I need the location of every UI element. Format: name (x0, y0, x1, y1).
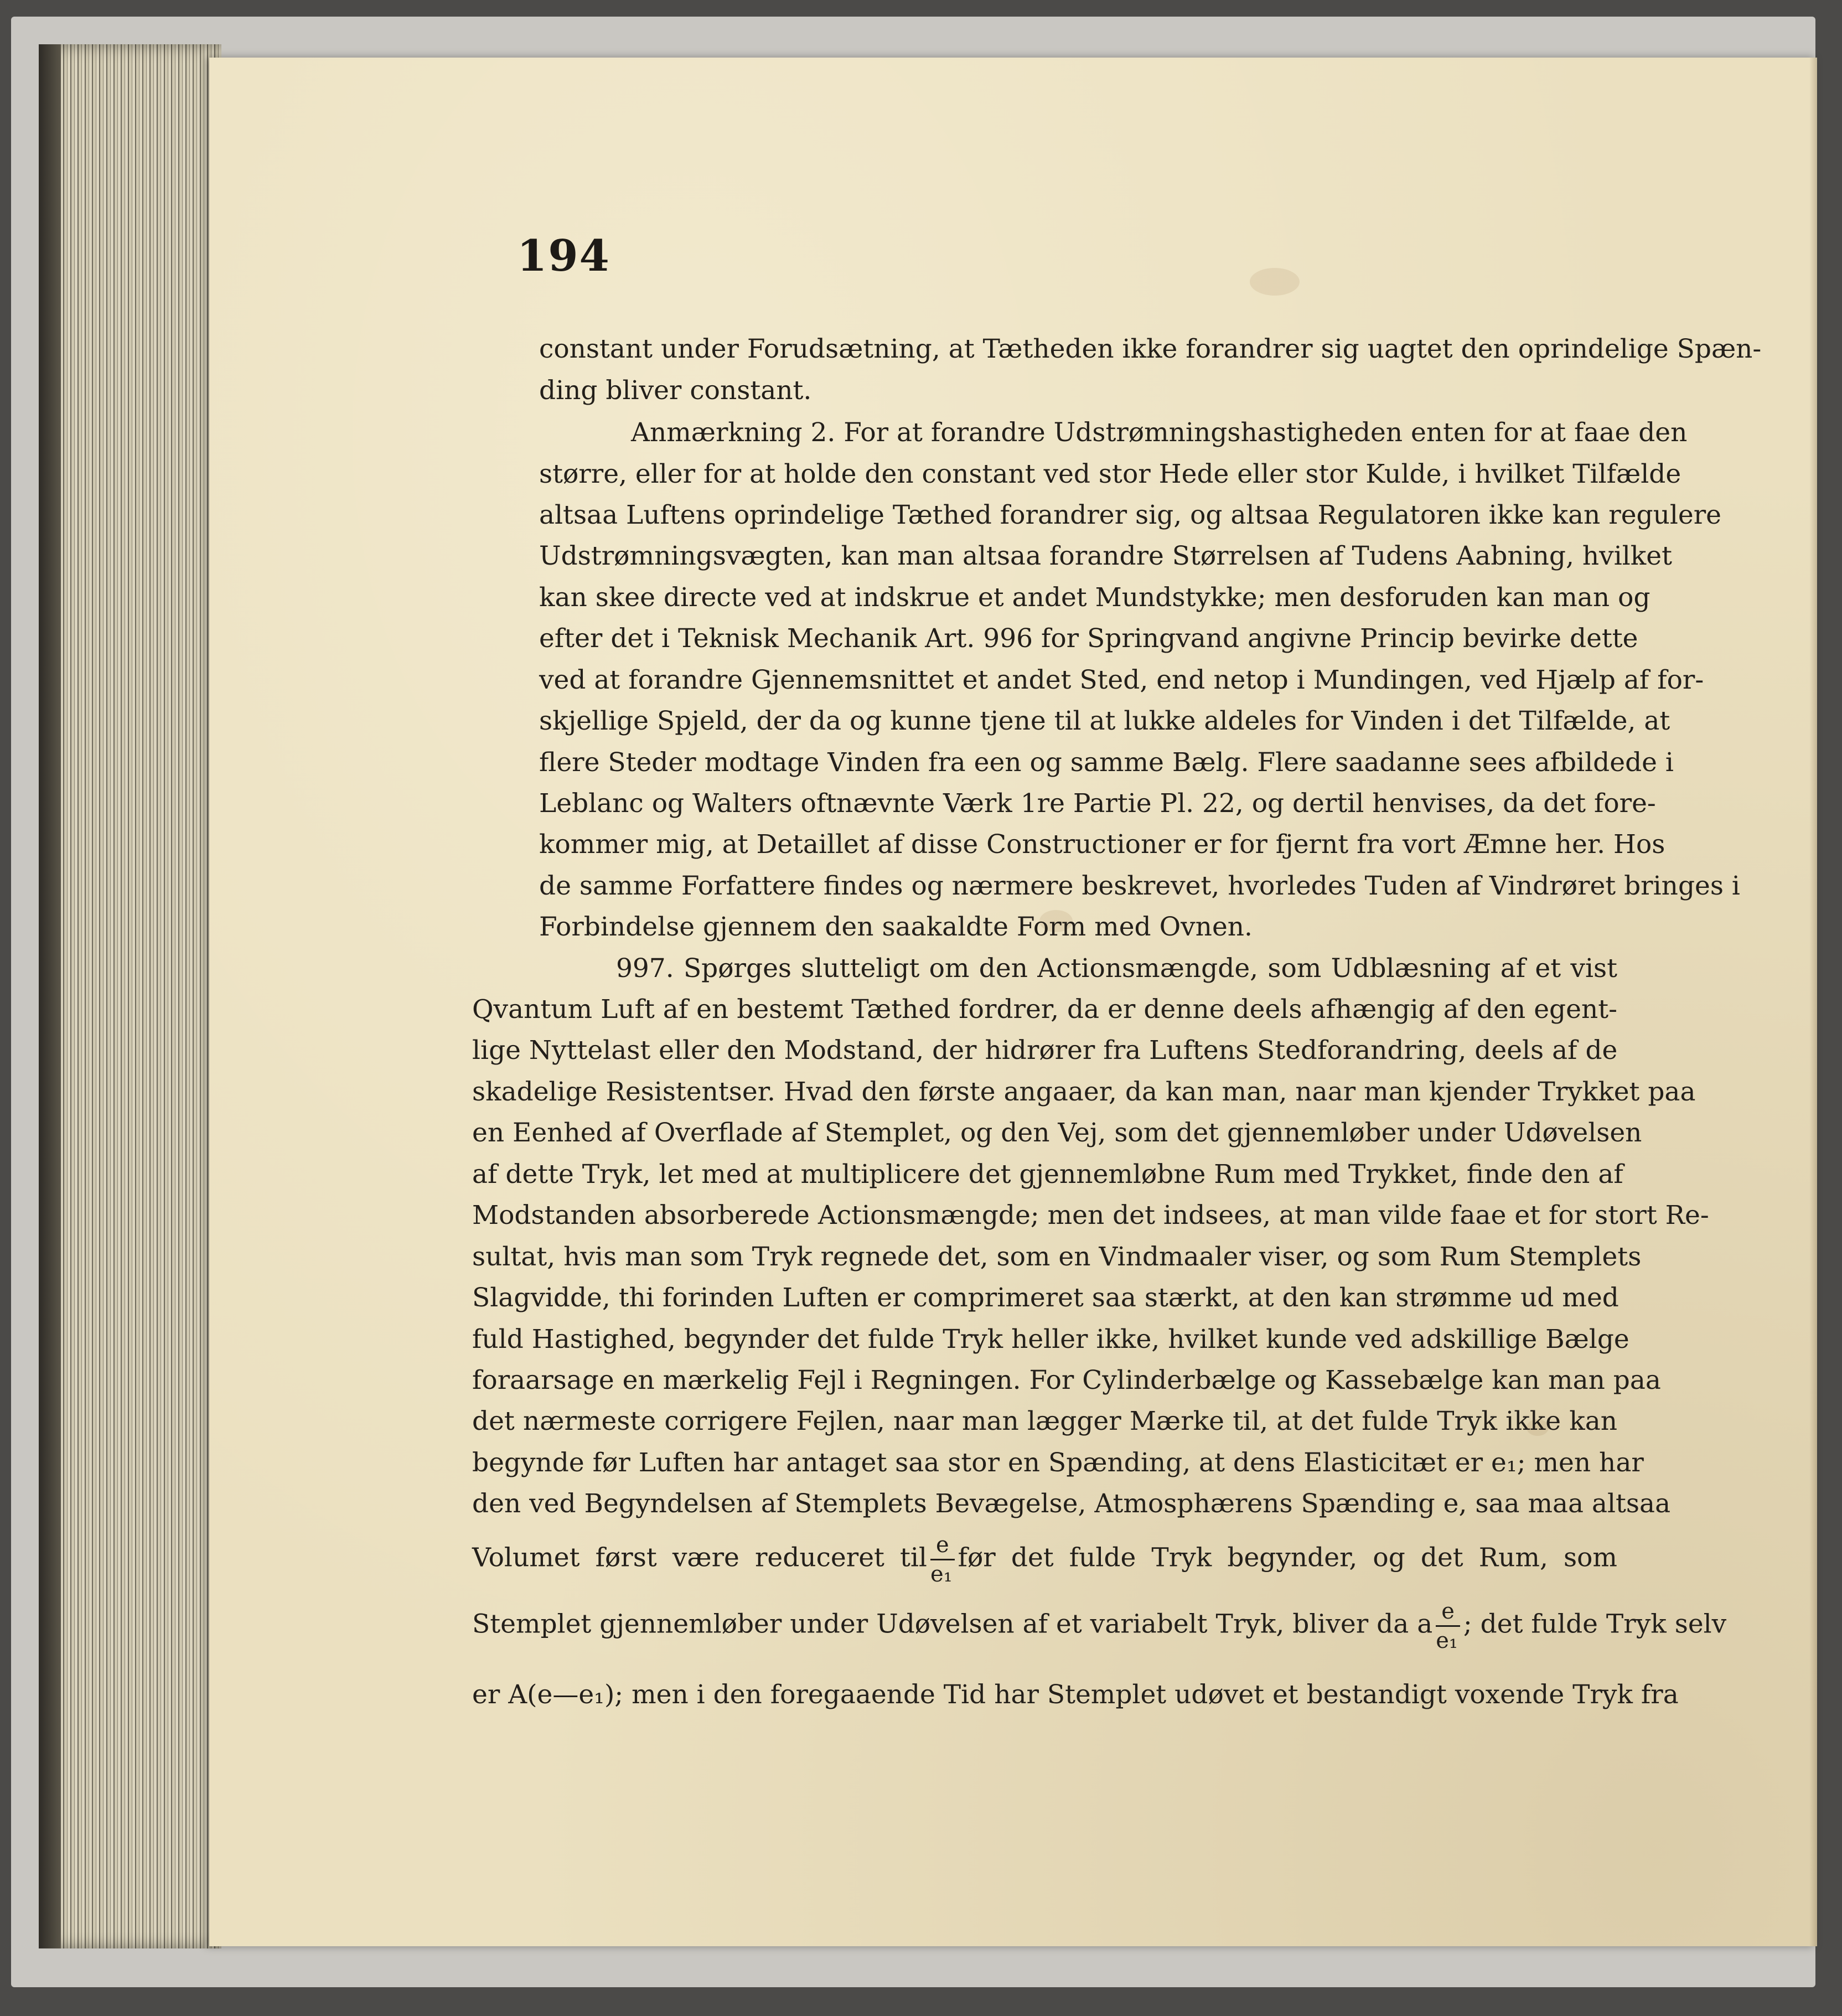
fraction-e-over-e1 (930, 1533, 955, 1586)
text-line: altsaa Luftens oprindelige Tæthed forandrer sig, og altsaa Regulatoren ikke kan regulere (539, 500, 1721, 530)
formula-text: Stemplet gjennemløber under Udøvelsen af et variabelt Tryk, bliver da a (472, 1609, 1433, 1640)
text-line: Anmærkning 2. For at forandre Udstrømningshastigheden enten for at faae den (631, 417, 1688, 448)
text-line: foraarsage en mærkelig Fejl i Regningen. For Cylinderbælge og Kassebælge kan man paa (472, 1365, 1661, 1395)
formula-text: Volumet først være reduceret til (472, 1542, 927, 1573)
text-line: 997. Spørges slutteligt om den Actionsmængde, som Udblæsning af et vist (616, 953, 1617, 984)
text-line: Forbindelse gjennem den saakaldte Form med Ovnen. (539, 912, 1253, 942)
text-line: er A(e—e₁); men i den foregaaende Tid har Stemplet udøvet et bestandigt voxende Tryk fra (472, 1679, 1679, 1710)
text-line: Modstanden absorberede Actionsmængde; men det indsees, at man vilde faae et for stort Re- (472, 1200, 1709, 1231)
book-page (209, 58, 1817, 1946)
text-line: ding bliver constant. (539, 375, 812, 406)
text-line: skjellige Spjeld, der da og kunne tjene til at lukke aldeles for Vinden i det Tilfælde, at (539, 706, 1670, 736)
fraction-denominator: e₁ (930, 1562, 953, 1587)
text-line: større, eller for at holde den constant ved stor Hede eller stor Kulde, i hvilket Tilfælde (539, 459, 1681, 489)
fraction-numerator: e (930, 1533, 955, 1560)
text-line: skadelige Resistentser. Hvad den første angaaer, da kan man, naar man kjender Trykket paa (472, 1077, 1696, 1107)
text-line: Qvantum Luft af en bestemt Tæthed fordrer, da er denne deels afhængig af den egent- (472, 994, 1617, 1025)
text-line: Leblanc og Walters oftnævnte Værk 1re Partie Pl. 22, og dertil henvises, da det fore- (539, 788, 1656, 819)
text-line: Slagvidde, thi forinden Luften er comprimeret saa stærkt, at den kan strømme ud med (472, 1283, 1619, 1313)
formula-text: ; det fulde Tryk selv (1463, 1609, 1727, 1640)
fraction-denominator: e₁ (1436, 1628, 1458, 1653)
text-line: kan skee directe ved at indskrue et andet Mundstykke; men desforuden kan man og (539, 582, 1650, 613)
text-line: ved at forandre Gjennemsnittet et andet Sted, end netop i Mundingen, ved Hjælp af for- (539, 665, 1704, 695)
text-line: kommer mig, at Detaillet af disse Constructioner er for fjernt fra vort Æmne her. Hos (539, 829, 1665, 860)
fraction-numerator: e (1436, 1600, 1460, 1627)
page-number: 194 (517, 231, 610, 281)
text-line: en Eenhed af Overflade af Stemplet, og den Vej, som det gjennemløber under Udøvelsen (472, 1118, 1642, 1148)
formula-line-volume (472, 1533, 1617, 1600)
formula-text: før det fulde Tryk begynder, og det Rum, som (958, 1542, 1618, 1573)
text-line: Udstrømningsvægten, kan man altsaa forandre Størrelsen af Tudens Aabning, hvilket (539, 541, 1672, 571)
text-line: efter det i Teknisk Mechanik Art. 996 for Springvand angivne Princip bevirke dette (539, 623, 1638, 654)
text-line: begynde før Luften har antaget saa stor en Spænding, at dens Elasticitæt er e₁; men har (472, 1448, 1644, 1478)
text-line: fuld Hastighed, begynder det fulde Tryk heller ikke, hvilket kunde ved adskillige Bælge (472, 1324, 1629, 1355)
text-line: den ved Begyndelsen af Stemplets Bevægelse, Atmosphærens Spænding e, saa maa altsaa (472, 1488, 1671, 1519)
text-line: det nærmeste corrigere Fejlen, naar man lægger Mærke til, at det fulde Tryk ikke kan (472, 1406, 1617, 1436)
text-line: constant under Forudsætning, at Tætheden ikke forandrer sig uagtet den oprindelige Spæn- (539, 334, 1762, 364)
formula-line-stroke (472, 1599, 1727, 1666)
page-edges (39, 44, 221, 1948)
text-block (209, 58, 1817, 1946)
text-line: sultat, hvis man som Tryk regnede det, som en Vindmaaler viser, og som Rum Stemplets (472, 1242, 1642, 1272)
text-line: de samme Forfattere findes og nærmere beskrevet, hvorledes Tuden af Vindrøret bringes i (539, 871, 1740, 901)
text-line: af dette Tryk, let med at multiplicere det gjennemløbne Rum med Trykket, finde den af (472, 1159, 1623, 1190)
text-line: lige Nyttelast eller den Modstand, der hidrører fra Luftens Stedforandring, deels af de (472, 1035, 1618, 1066)
text-line: flere Steder modtage Vinden fra een og samme Bælg. Flere saadanne sees afbildede i (539, 747, 1674, 778)
fraction-e-over-e1 (1436, 1600, 1460, 1652)
book-spine (39, 44, 61, 1948)
